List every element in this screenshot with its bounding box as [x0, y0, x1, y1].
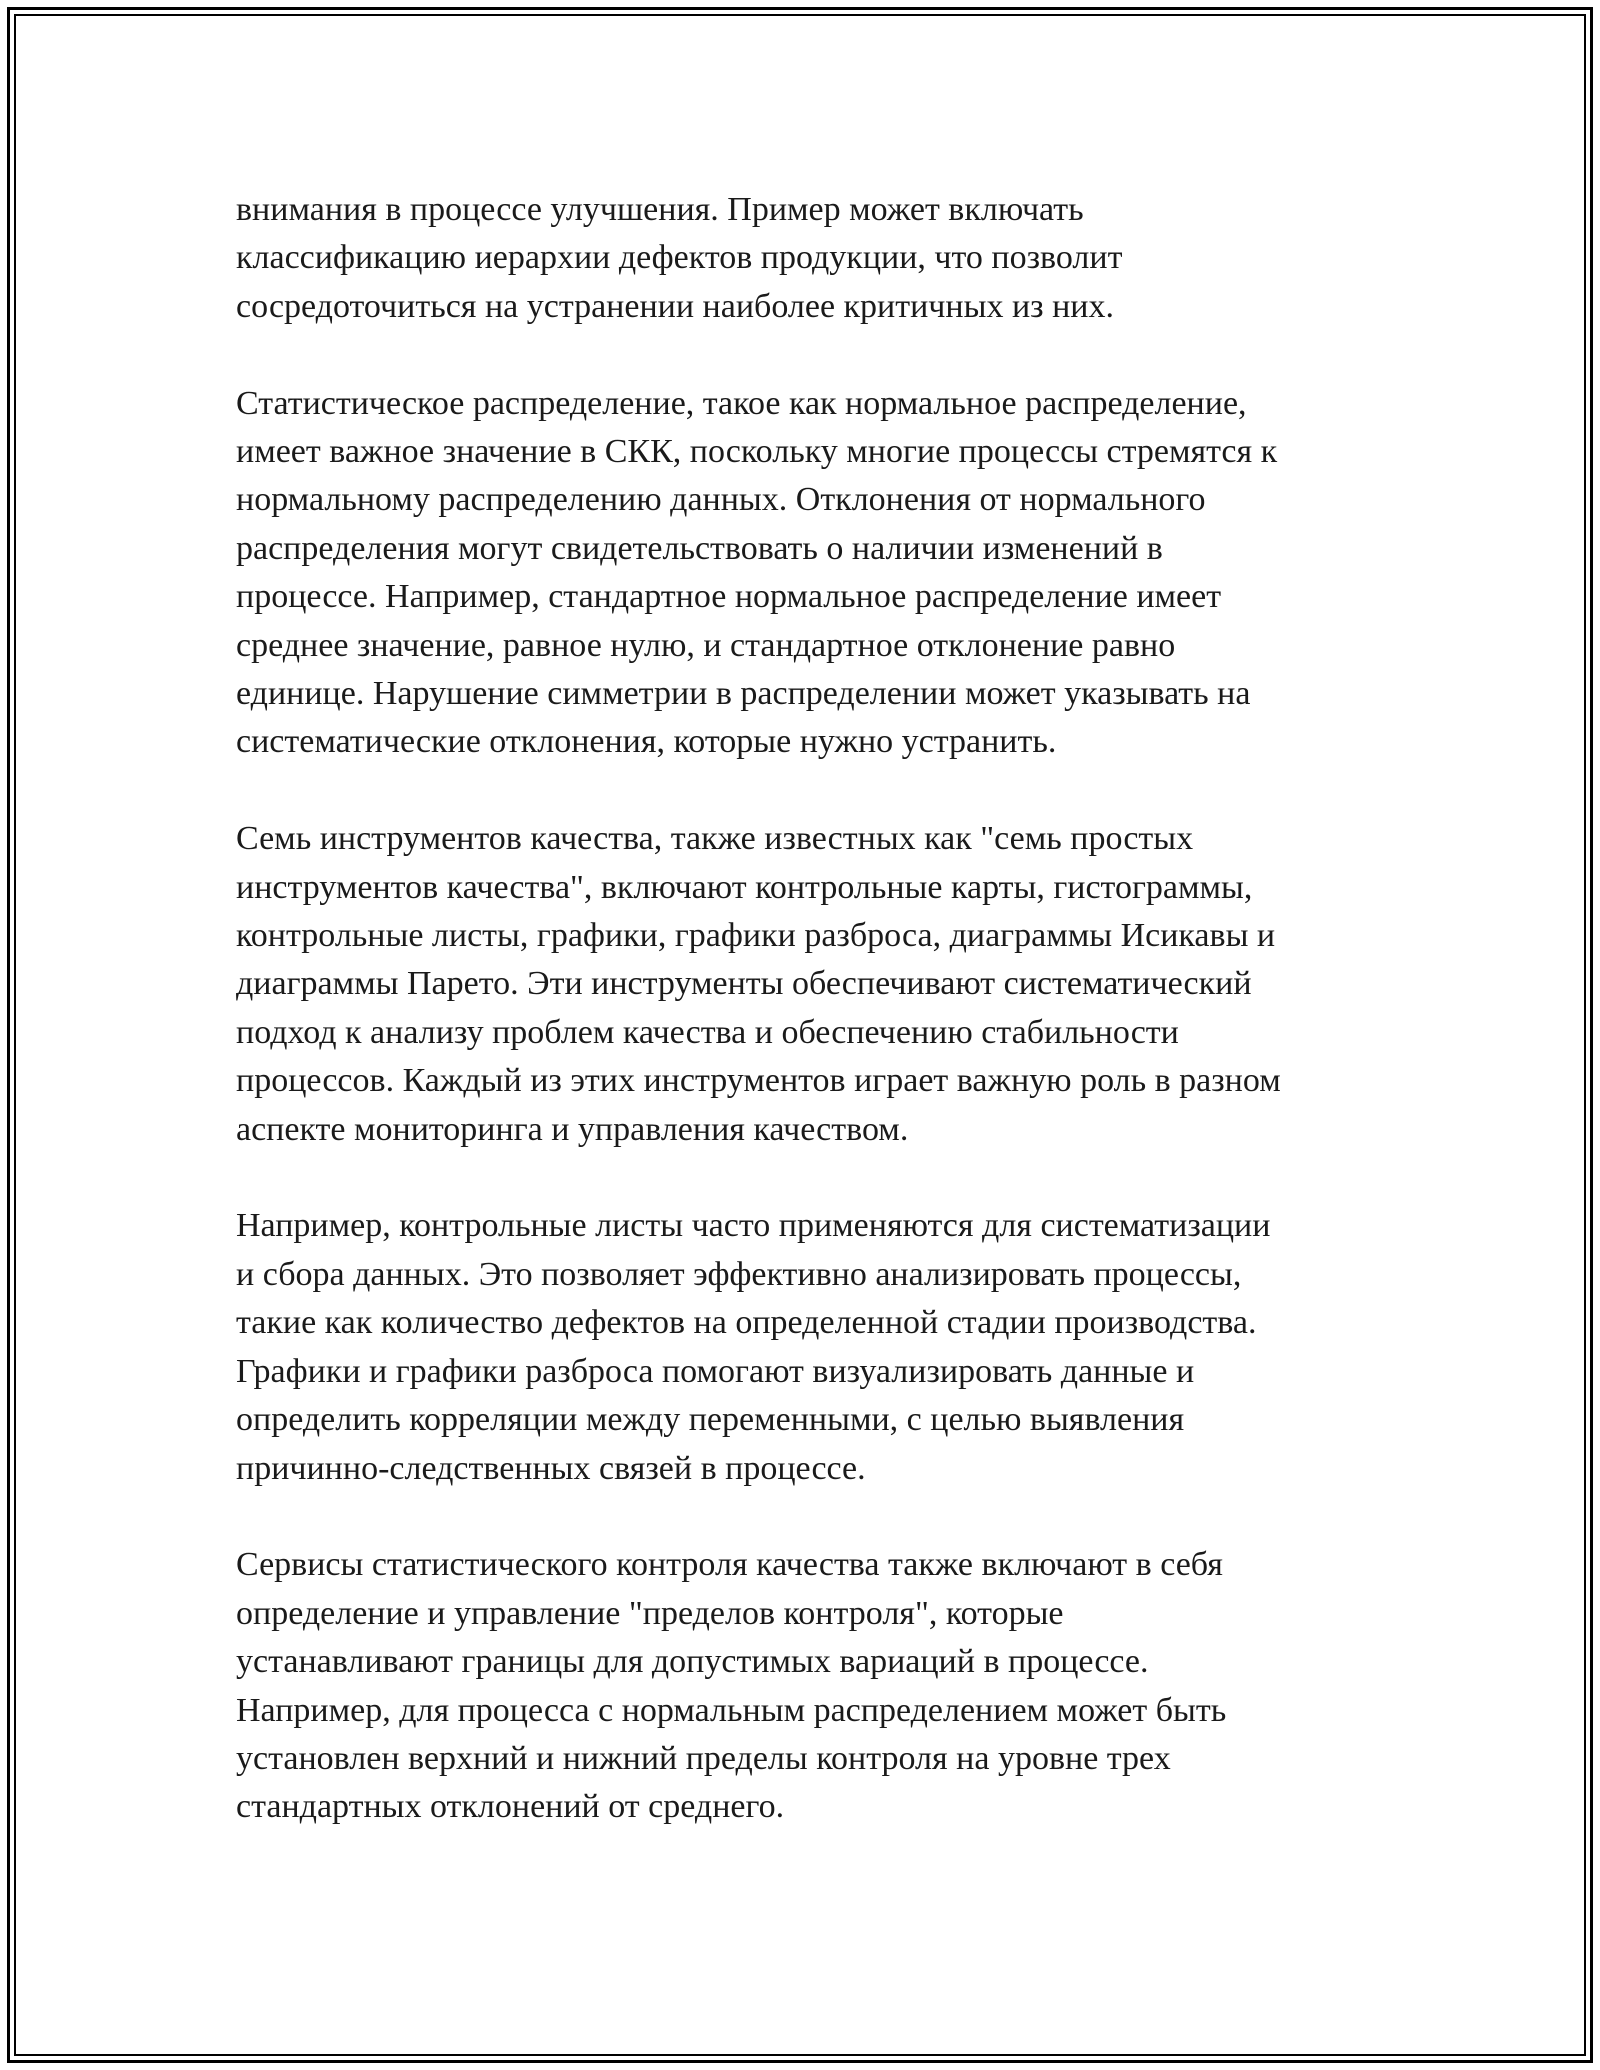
text-line: подход к анализу проблем качества и обеспечению стабильности: [236, 1013, 1179, 1051]
paragraph: [236, 186, 1386, 331]
text-line: Статистическое распределение, такое как нормальное распределение,: [236, 384, 1247, 422]
paragraph: [236, 815, 1386, 1154]
text-line: инструментов качества", включают контрольные карты, гистограммы,: [236, 868, 1253, 906]
text-line: стандартных отклонений от среднего.: [236, 1788, 785, 1826]
text-line: Сервисы статистического контроля качества также включают в себя: [236, 1546, 1223, 1584]
paragraph: [236, 1541, 1386, 1831]
document-body: [236, 186, 1386, 1832]
text-line: определить корреляции между переменными, с целью выявления: [236, 1401, 1185, 1439]
text-line: сосредоточиться на устранении наиболее критичных из них.: [236, 287, 1114, 325]
text-line: определение и управление "пределов контроля", которые: [236, 1594, 1064, 1632]
text-line: систематические отклонения, которые нужно устранить.: [236, 723, 1057, 761]
text-line: среднее значение, равное нулю, и стандартное отклонение равно: [236, 626, 1176, 664]
paragraph: [236, 380, 1386, 767]
text-line: внимания в процессе улучшения. Пример может включать: [236, 191, 1084, 228]
text-line: такие как количество дефектов на определенной стадии производства.: [236, 1304, 1257, 1342]
text-line: и сбора данных. Это позволяет эффективно анализировать процессы,: [236, 1255, 1242, 1293]
paragraph: [236, 1202, 1386, 1492]
text-line: диаграммы Парето. Эти инструменты обеспечивают систематический: [236, 965, 1252, 1003]
text-line: установлен верхний и нижний пределы контроля на уровне трех: [236, 1739, 1171, 1777]
text-line: Например, для процесса с нормальным распределением может быть: [236, 1691, 1227, 1729]
text-line: контрольные листы, графики, графики разброса, диаграммы Исикавы и: [236, 917, 1276, 955]
text-line: Графики и графики разброса помогают визуализировать данные и: [236, 1352, 1195, 1390]
text-line: нормальному распределению данных. Отклонения от нормального: [236, 481, 1206, 519]
text-line: процессе. Например, стандартное нормальное распределение имеет: [236, 578, 1222, 616]
text-line: имеет важное значение в СКК, поскольку многие процессы стремятся к: [236, 433, 1278, 471]
text-line: Например, контрольные листы часто применяются для систематизации: [236, 1207, 1271, 1245]
text-line: распределения могут свидетельствовать о наличии изменений в: [236, 529, 1163, 567]
text-line: причинно-следственных связей в процессе.: [236, 1449, 866, 1487]
text-line: процессов. Каждый из этих инструментов играет важную роль в разном: [236, 1062, 1281, 1100]
text-line: Семь инструментов качества, также известных как "семь простых: [236, 820, 1194, 858]
text-line: классификацию иерархии дефектов продукции, что позволит: [236, 239, 1123, 277]
text-line: устанавливают границы для допустимых вариаций в процессе.: [236, 1643, 1149, 1681]
text-line: аспекте мониторинга и управления качеством.: [236, 1110, 909, 1148]
text-line: единице. Нарушение симметрии в распределении может указывать на: [236, 675, 1251, 713]
